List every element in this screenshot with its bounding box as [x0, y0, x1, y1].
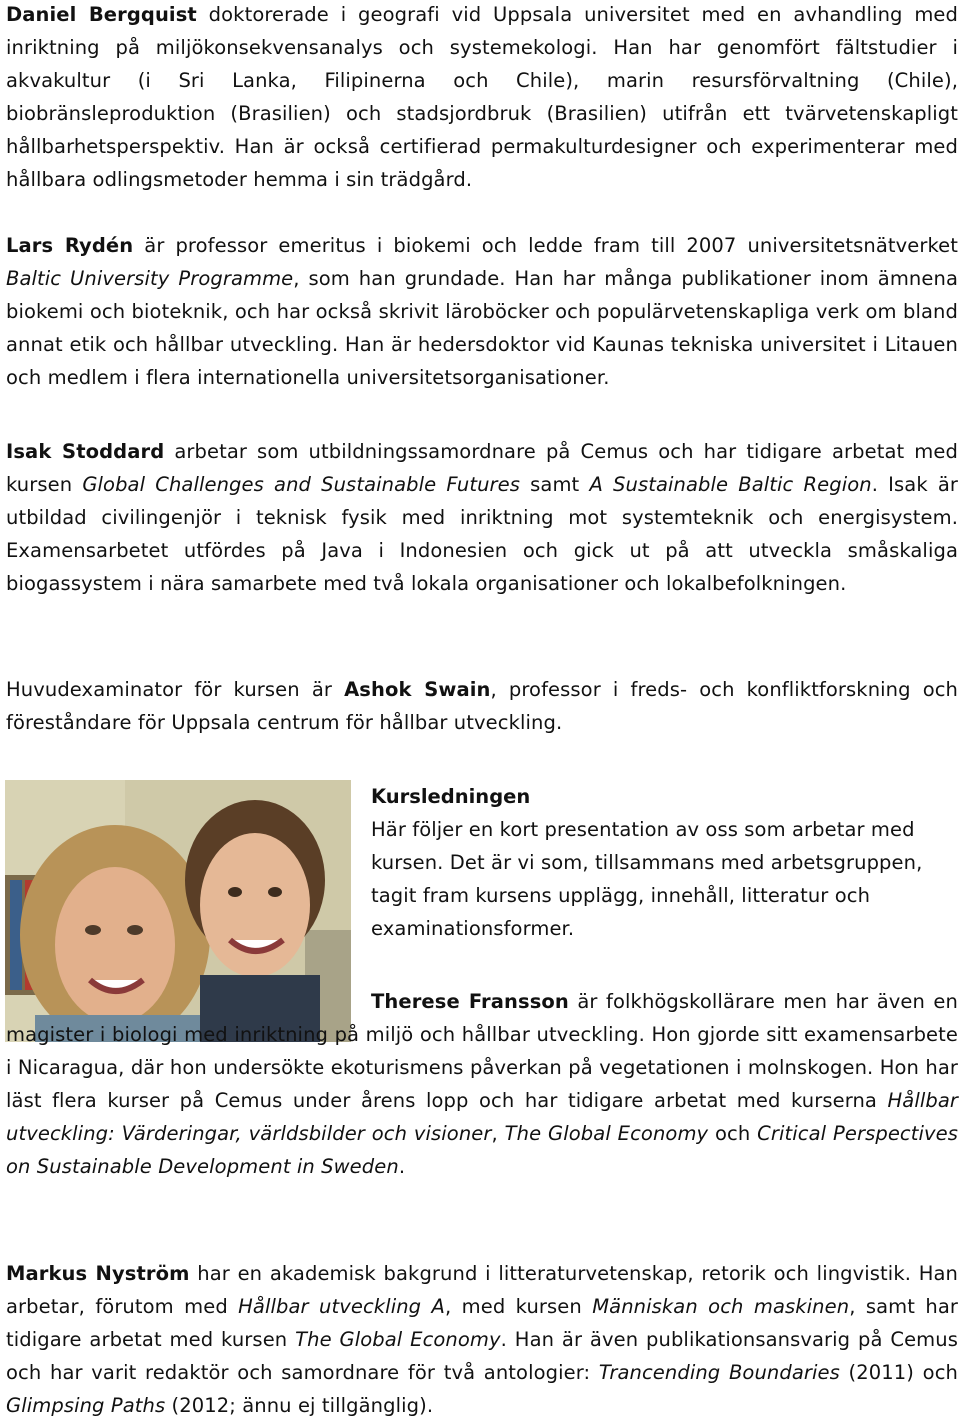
bio-text: . Isak är utbildad civilingenjör i teknisk fysik med inriktning mot systemteknik och energisystem. Examensarbetet utfördes på Java i Indonesien och gick ut på att utveckla småskaliga biogassystem i nära samarbete med två lokala organisationer och lokalbefolkningen.: [6, 473, 958, 595]
bio-text: doktorerade i geografi vid Uppsala universitet med en avhandling med inriktning på miljökonsekvensanalys och systemekologi. Han har genomfört fältstudier i akvakultur (i Sri Lanka, Filipinerna och Chile), marin resursförvaltning (Chile), biobränsleproduktion (Brasilien) och stadsjordbruk (Brasilien) utifrån ett tvärvetenskapligt hållbarhetsperspektiv. Han är också certifierad permakulturdesigner och experimenterar med hållbara odlingsmetoder hemma i sin trädgård.: [6, 3, 958, 191]
bio-nystrom: [6, 1257, 958, 1422]
bio-italic: Glimpsing Paths: [6, 1394, 166, 1417]
bio-fransson: [6, 985, 958, 1183]
bio-text: arbetar som utbildningssamordnare på Cemus och har tidigare arbetat med kursen: [6, 440, 958, 496]
bio-text: samt: [520, 473, 590, 496]
bio-italic: The Global Economy: [295, 1328, 501, 1351]
bio-bergquist: [6, 0, 958, 196]
bio-text: , med kursen: [444, 1295, 593, 1318]
bio-text: är folkhögskollärare men har även en magister i biologi med inriktning på miljö och hållbar utveckling. Hon gjorde sitt examensarbete i Nicaragua, där hon undersökte ekoturismens påverkan på vegetationen i molnskogen. Hon har läst flera kurser på Cemus under årens lopp och har tidigare arbetat med kurserna: [6, 990, 958, 1112]
name-ryden: Lars Rydén: [6, 234, 134, 257]
bio-italic: Hållbar utveckling A: [238, 1295, 445, 1318]
bio-text: och: [708, 1122, 758, 1145]
bio-italic: Hållbar utveckling: Värderingar, världsbilder och visioner: [6, 1089, 958, 1145]
bio-text: Huvudexaminator för kursen är: [6, 678, 345, 701]
bio-stoddard: [6, 435, 958, 600]
bio-text: är professor emeritus i biokemi och ledde fram till 2007 universitetsnätverket: [133, 234, 959, 257]
name-fransson: Therese Fransson: [371, 990, 569, 1013]
name-bergquist: Daniel Bergquist: [6, 3, 197, 26]
bio-ryden: [6, 229, 958, 394]
kursledningen-intro: Här följer en kort presentation av oss som arbetar med kursen. Det är vi som, tillsammans med arbetsgruppen, tagit fram kursens upplägg, innehåll, litteratur och examinationsformer.: [371, 818, 923, 940]
bio-italic: Critical Perspectives on Sustainable Development in Sweden: [6, 1122, 958, 1178]
bio-text: , samt har tidigare arbetat med kursen: [6, 1295, 958, 1351]
bio-text: ,: [491, 1122, 505, 1145]
bio-text: (2011) och: [839, 1361, 958, 1384]
bio-italic: Människan och maskinen: [592, 1295, 850, 1318]
bio-text: , professor i freds- och konfliktforskning och föreståndare för Uppsala centrum för hållbar utveckling.: [6, 678, 959, 734]
bio-text: .: [398, 1155, 406, 1178]
bio-italic: A Sustainable Baltic Region: [589, 473, 872, 496]
bio-italic: The Global Economy: [504, 1122, 709, 1145]
name-stoddard: Isak Stoddard: [6, 440, 165, 463]
bio-italic: Trancending Boundaries: [598, 1361, 840, 1384]
bio-text: , som han grundade. Han har många publikationer inom ämnena biokemi och bioteknik, och har också skrivit läroböcker och populärvetenskapliga verk om bland annat etik och hållbar utveckling. Han är hedersdoktor vid Kaunas tekniska universitet i Litauen och medlem i flera internationella universitetsorganisationer.: [6, 267, 958, 389]
name-swain: Ashok Swain: [344, 678, 491, 701]
name-nystrom: Markus Nyström: [6, 1262, 190, 1285]
bio-italic: Baltic University Programme: [6, 267, 294, 290]
bio-italic: Global Challenges and Sustainable Futures: [82, 473, 521, 496]
bio-text: har en akademisk bakgrund i litteraturvetenskap, retorik och lingvistik. Han arbetar, förutom med: [6, 1262, 958, 1318]
bio-text: . Han är även publikationsansvarig på Cemus och har varit redaktör och samordnare för två antologier:: [6, 1328, 958, 1384]
examiner-paragraph: [6, 673, 958, 739]
section-heading-kursledningen: Kursledningen: [371, 785, 531, 808]
bio-text: (2012; ännu ej tillgänglig).: [165, 1394, 434, 1417]
